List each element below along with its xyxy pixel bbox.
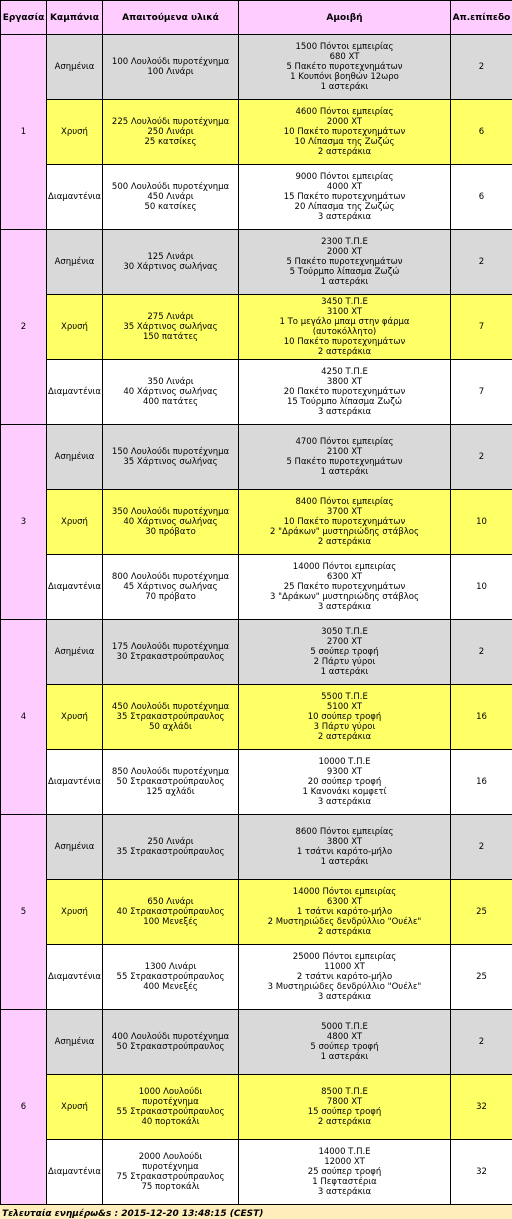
reward-line: 5500 Τ.Π.Ε: [240, 692, 449, 702]
required-level: 16: [451, 750, 512, 815]
required-level: 32: [451, 1140, 512, 1205]
required-level: 2: [451, 1010, 512, 1075]
reward-line: 20 Λίπασμα της Ζωζώς: [240, 202, 449, 212]
reward-line: 15 Τούρμπο λίπασμα Ζωζώ: [240, 397, 449, 407]
required-materials: [103, 815, 239, 880]
reward-line: 25000 Πόντοι εμπειρίας: [240, 952, 449, 962]
reward-line: 7800 XT: [240, 1097, 449, 1107]
required-materials: [103, 620, 239, 685]
material-line: 100 Λουλούδι πυροτέχνημα: [104, 57, 237, 67]
table-row: [1, 1140, 512, 1205]
reward-line: 4700 Πόντοι εμπειρίας: [240, 437, 449, 447]
campaign-name: Χρυσή: [47, 1075, 103, 1140]
material-line: 100 Λινάρι: [104, 67, 237, 77]
material-line: 75 Στρακαστρούπραυλος: [104, 1172, 237, 1182]
reward: [239, 620, 451, 685]
required-level: 25: [451, 945, 512, 1010]
reward-line: 1 αστεράκι: [240, 667, 449, 677]
reward: [239, 750, 451, 815]
campaign-name: Χρυσή: [47, 685, 103, 750]
table-row: [1, 945, 512, 1010]
campaign-name: Ασημένια: [47, 230, 103, 295]
reward-line: 5 Πακέτο πυροτεχνημάτων: [240, 257, 449, 267]
reward-line: 10 σούπερ τροφή: [240, 712, 449, 722]
campaign-name: Διαμαντένια: [47, 165, 103, 230]
reward: [239, 1010, 451, 1075]
table-row: [1, 880, 512, 945]
reward-line: 14000 Πόντοι εμπειρίας: [240, 887, 449, 897]
required-level: 2: [451, 620, 512, 685]
table-row: [1, 425, 512, 490]
campaign-name: Ασημένια: [47, 425, 103, 490]
reward: [239, 165, 451, 230]
required-materials: [103, 35, 239, 100]
material-line: 50 αχλάδι: [104, 722, 237, 732]
reward-line: 4600 Πόντοι εμπειρίας: [240, 107, 449, 117]
material-line: 35 Στρακαστρούπραυλος: [104, 847, 237, 857]
material-line: 400 πατάτες: [104, 397, 237, 407]
task-number: 5: [1, 815, 47, 1010]
header-campaign: Καμπάνια: [47, 1, 103, 35]
reward-line: 5 Πακέτο πυροτεχνημάτων: [240, 62, 449, 72]
material-line: 125 Λινάρι: [104, 252, 237, 262]
material-line: 25 κατσίκες: [104, 137, 237, 147]
table-row: [1, 555, 512, 620]
reward-line: 1 τσάτνι καρότο-μήλο: [240, 847, 449, 857]
reward-line: 3 Μυστηριώδες δενδρύλλιο "Ουέλε": [240, 982, 449, 992]
reward-line: 2300 Τ.Π.Ε: [240, 237, 449, 247]
required-level: 7: [451, 295, 512, 360]
campaign-name: Χρυσή: [47, 880, 103, 945]
material-line: 45 Χάρτινος σωλήνας: [104, 582, 237, 592]
material-line: πυροτέχνημα: [104, 1162, 237, 1172]
required-materials: [103, 880, 239, 945]
material-line: 250 Λινάρι: [104, 837, 237, 847]
material-line: 35 Στρακαστρούπραυλος: [104, 712, 237, 722]
reward-line: 5 σούπερ τροφή: [240, 1042, 449, 1052]
reward-line: 3800 XT: [240, 837, 449, 847]
reward-line: 2 αστεράκια: [240, 927, 449, 937]
task-number: 1: [1, 35, 47, 230]
last-updated: Τελευταία ενημέρω&s : 2015-12-20 13:48:15 (CEST): [0, 1205, 512, 1219]
required-materials: [103, 230, 239, 295]
reward-line: 680 XT: [240, 52, 449, 62]
campaign-name: Διαμαντένια: [47, 360, 103, 425]
required-level: 6: [451, 165, 512, 230]
material-line: 175 Λουλούδι πυροτέχνημα: [104, 642, 237, 652]
material-line: 70 πρόβατο: [104, 592, 237, 602]
reward-line: 2 αστεράκια: [240, 347, 449, 357]
reward-line: 3100 XT: [240, 307, 449, 317]
required-materials: [103, 165, 239, 230]
material-line: 50 Στρακαστρούπραυλος: [104, 1042, 237, 1052]
reward-line: 1 Κανονάκι κομφετί: [240, 787, 449, 797]
table-row: [1, 295, 512, 360]
reward: [239, 490, 451, 555]
reward-line: 20 Πακέτο πυροτεχνημάτων: [240, 387, 449, 397]
reward-line: 3 αστεράκια: [240, 212, 449, 222]
campaign-name: Χρυσή: [47, 490, 103, 555]
reward-line: 5 Τούρμπο λίπασμα Ζωζώ: [240, 267, 449, 277]
reward-line: 4000 XT: [240, 182, 449, 192]
task-number: 3: [1, 425, 47, 620]
required-materials: [103, 685, 239, 750]
reward-line: 2100 XT: [240, 447, 449, 457]
required-level: 10: [451, 555, 512, 620]
reward-line: 3 Πάρτυ γύροι: [240, 722, 449, 732]
header-reward: Αμοιβή: [239, 1, 451, 35]
reward: [239, 880, 451, 945]
required-level: 6: [451, 100, 512, 165]
reward-line: 2000 XT: [240, 117, 449, 127]
reward-line: 4800 XT: [240, 1032, 449, 1042]
material-line: 650 Λινάρι: [104, 897, 237, 907]
table-row: [1, 100, 512, 165]
reward-line: 3800 XT: [240, 377, 449, 387]
reward-line: 2 τσάτνι καρότο-μήλο: [240, 972, 449, 982]
reward: [239, 1075, 451, 1140]
header-materials: Απαιτούμενα υλικά: [103, 1, 239, 35]
table-row: [1, 230, 512, 295]
reward: [239, 1140, 451, 1205]
table-header: [1, 1, 512, 35]
material-line: 350 Λουλούδι πυροτέχνημα: [104, 507, 237, 517]
reward-line: (αυτοκόλλητο): [240, 327, 449, 337]
reward-line: 2 αστεράκια: [240, 147, 449, 157]
required-materials: [103, 1075, 239, 1140]
material-line: 250 Λινάρι: [104, 127, 237, 137]
header-task: Εργασία: [1, 1, 47, 35]
material-line: 30 πρόβατο: [104, 527, 237, 537]
reward-line: 1 αστεράκι: [240, 1052, 449, 1062]
required-level: 2: [451, 815, 512, 880]
required-level: 16: [451, 685, 512, 750]
campaign-name: Ασημένια: [47, 620, 103, 685]
required-level: 25: [451, 880, 512, 945]
task-number: 6: [1, 1010, 47, 1205]
material-line: 40 πορτοκάλι: [104, 1117, 237, 1127]
reward-line: 1 αστεράκι: [240, 857, 449, 867]
material-line: 275 Λινάρι: [104, 312, 237, 322]
reward-line: 3700 XT: [240, 507, 449, 517]
material-line: 2000 Λουλούδι: [104, 1152, 237, 1162]
reward-line: 8600 Πόντοι εμπειρίας: [240, 827, 449, 837]
reward-line: 15 σούπερ τροφή: [240, 1107, 449, 1117]
material-line: 30 Στρακαστρούπραυλος: [104, 652, 237, 662]
required-materials: [103, 1010, 239, 1075]
required-level: 2: [451, 425, 512, 490]
material-line: 50 Στρακαστρούπραυλος: [104, 777, 237, 787]
campaign-name: Ασημένια: [47, 1010, 103, 1075]
required-materials: [103, 1140, 239, 1205]
material-line: 35 Χάρτινος σωλήνας: [104, 322, 237, 332]
material-line: 225 Λουλούδι πυροτέχνημα: [104, 117, 237, 127]
table-body: [1, 35, 512, 1205]
reward-line: 2000 XT: [240, 247, 449, 257]
campaign-name: Διαμαντένια: [47, 945, 103, 1010]
required-materials: [103, 295, 239, 360]
reward-line: 5100 XT: [240, 702, 449, 712]
reward-line: 2700 XT: [240, 637, 449, 647]
material-line: 35 Χάρτινος σωλήνας: [104, 457, 237, 467]
task-number: 2: [1, 230, 47, 425]
task-number: 4: [1, 620, 47, 815]
campaign-name: Ασημένια: [47, 35, 103, 100]
campaign-name: Διαμαντένια: [47, 1140, 103, 1205]
reward-line: 10000 Τ.Π.Ε: [240, 757, 449, 767]
reward-line: 1 Πεφταστέρια: [240, 1177, 449, 1187]
table-row: [1, 750, 512, 815]
reward-line: 12000 XT: [240, 1157, 449, 1167]
material-line: 450 Λουλούδι πυροτέχνημα: [104, 702, 237, 712]
required-materials: [103, 360, 239, 425]
material-line: 400 Λουλούδι πυροτέχνημα: [104, 1032, 237, 1042]
required-materials: [103, 100, 239, 165]
material-line: 1000 Λουλούδι: [104, 1087, 237, 1097]
material-line: πυροτέχνημα: [104, 1097, 237, 1107]
reward-line: 10 Πακέτο πυροτεχνημάτων: [240, 517, 449, 527]
required-level: 2: [451, 230, 512, 295]
required-materials: [103, 750, 239, 815]
reward-line: 9000 Πόντοι εμπειρίας: [240, 172, 449, 182]
table-row: [1, 1010, 512, 1075]
reward-line: 3 αστεράκια: [240, 797, 449, 807]
required-level: 10: [451, 490, 512, 555]
reward-line: 2 Πάρτυ γύροι: [240, 657, 449, 667]
reward-line: 3450 Τ.Π.Ε: [240, 297, 449, 307]
reward-line: 5000 Τ.Π.Ε: [240, 1022, 449, 1032]
reward: [239, 295, 451, 360]
campaign-name: Διαμαντένια: [47, 750, 103, 815]
material-line: 400 Μενεξές: [104, 982, 237, 992]
material-line: 40 Χάρτινος σωλήνας: [104, 517, 237, 527]
reward-line: 25 Πακέτο πυροτεχνημάτων: [240, 582, 449, 592]
campaign-name: Χρυσή: [47, 295, 103, 360]
material-line: 1300 Λινάρι: [104, 962, 237, 972]
reward-line: 1 Κουπόνι βοηθών 12ωρο: [240, 72, 449, 82]
reward: [239, 360, 451, 425]
campaign-name: Διαμαντένια: [47, 555, 103, 620]
reward-line: 10 Πακέτο πυροτεχνημάτων: [240, 127, 449, 137]
reward-line: 2 "Δράκων" μυστηριώδης στάβλος: [240, 527, 449, 537]
reward-line: 1 τσάτνι καρότο-μήλο: [240, 907, 449, 917]
reward-line: 3 αστεράκια: [240, 602, 449, 612]
table-row: [1, 360, 512, 425]
required-materials: [103, 945, 239, 1010]
reward-line: 25 σούπερ τροφή: [240, 1167, 449, 1177]
material-line: 40 Χάρτινος σωλήνας: [104, 387, 237, 397]
reward-line: 3 αστεράκια: [240, 407, 449, 417]
material-line: 40 Στρακαστρούπραυλος: [104, 907, 237, 917]
reward-line: 11000 XT: [240, 962, 449, 972]
reward-line: 14000 Τ.Π.Ε: [240, 1147, 449, 1157]
reward-line: 10 Πακέτο πυροτεχνημάτων: [240, 337, 449, 347]
required-level: 2: [451, 35, 512, 100]
required-materials: [103, 425, 239, 490]
required-level: 7: [451, 360, 512, 425]
material-line: 55 Στρακαστρούπραυλος: [104, 972, 237, 982]
table-row: [1, 685, 512, 750]
reward-line: 3 "Δράκων" μυστηριώδης στάβλος: [240, 592, 449, 602]
campaign-name: Ασημένια: [47, 815, 103, 880]
reward-line: 15 Πακέτο πυροτεχνημάτων: [240, 192, 449, 202]
material-line: 150 Λουλούδι πυροτέχνημα: [104, 447, 237, 457]
reward-line: 3050 Τ.Π.Ε: [240, 627, 449, 637]
reward-line: 2 αστεράκια: [240, 537, 449, 547]
material-line: 150 πατάτες: [104, 332, 237, 342]
reward: [239, 685, 451, 750]
reward-line: 5 Πακέτο πυροτεχνημάτων: [240, 457, 449, 467]
reward-line: 6300 XT: [240, 897, 449, 907]
material-line: 850 Λουλούδι πυροτέχνημα: [104, 767, 237, 777]
reward: [239, 35, 451, 100]
material-line: 100 Μενεξές: [104, 917, 237, 927]
table-row: [1, 1075, 512, 1140]
required-level: 32: [451, 1075, 512, 1140]
reward-line: 20 σούπερ τροφή: [240, 777, 449, 787]
reward: [239, 815, 451, 880]
table-row: [1, 165, 512, 230]
required-materials: [103, 490, 239, 555]
reward: [239, 230, 451, 295]
reward: [239, 945, 451, 1010]
reward-line: 9300 XT: [240, 767, 449, 777]
reward-line: 4250 Τ.Π.Ε: [240, 367, 449, 377]
material-line: 75 πορτοκάλι: [104, 1182, 237, 1192]
reward-line: 1 Το μεγάλο μπαμ στην φάρμα: [240, 317, 449, 327]
table-row: [1, 35, 512, 100]
reward-line: 2 αστεράκια: [240, 732, 449, 742]
reward-line: 8500 Τ.Π.Ε: [240, 1087, 449, 1097]
table-row: [1, 620, 512, 685]
reward-line: 1 αστεράκι: [240, 82, 449, 92]
reward-line: 2 Μυστηριώδες δενδρύλλιο "Ουέλε": [240, 917, 449, 927]
header-level: Απ.επίπεδο: [451, 1, 512, 35]
reward-line: 1 αστεράκι: [240, 467, 449, 477]
reward-line: 10 Λίπασμα της Ζωζώς: [240, 137, 449, 147]
required-materials: [103, 555, 239, 620]
material-line: 30 Χάρτινος σωλήνας: [104, 262, 237, 272]
material-line: 125 αχλάδι: [104, 787, 237, 797]
reward-line: 1500 Πόντοι εμπειρίας: [240, 42, 449, 52]
reward-line: 14000 Πόντοι εμπειρίας: [240, 562, 449, 572]
reward-line: 3 αστεράκια: [240, 1187, 449, 1197]
reward-line: 8400 Πόντοι εμπειρίας: [240, 497, 449, 507]
material-line: 450 Λινάρι: [104, 192, 237, 202]
reward-line: 2 αστεράκια: [240, 1117, 449, 1127]
material-line: 350 Λινάρι: [104, 377, 237, 387]
reward-line: 6300 XT: [240, 572, 449, 582]
reward: [239, 555, 451, 620]
material-line: 50 κατσίκες: [104, 202, 237, 212]
table-row: [1, 815, 512, 880]
table-row: [1, 490, 512, 555]
material-line: 500 Λουλούδι πυροτέχνημα: [104, 182, 237, 192]
material-line: 55 Στρακαστρούπραυλος: [104, 1107, 237, 1117]
reward-line: 3 αστεράκια: [240, 992, 449, 1002]
campaign-name: Χρυσή: [47, 100, 103, 165]
reward-line: 1 αστεράκι: [240, 277, 449, 287]
reward-line: 5 σούπερ τροφή: [240, 647, 449, 657]
material-line: 800 Λουλούδι πυροτέχνημα: [104, 572, 237, 582]
reward: [239, 425, 451, 490]
reward: [239, 100, 451, 165]
